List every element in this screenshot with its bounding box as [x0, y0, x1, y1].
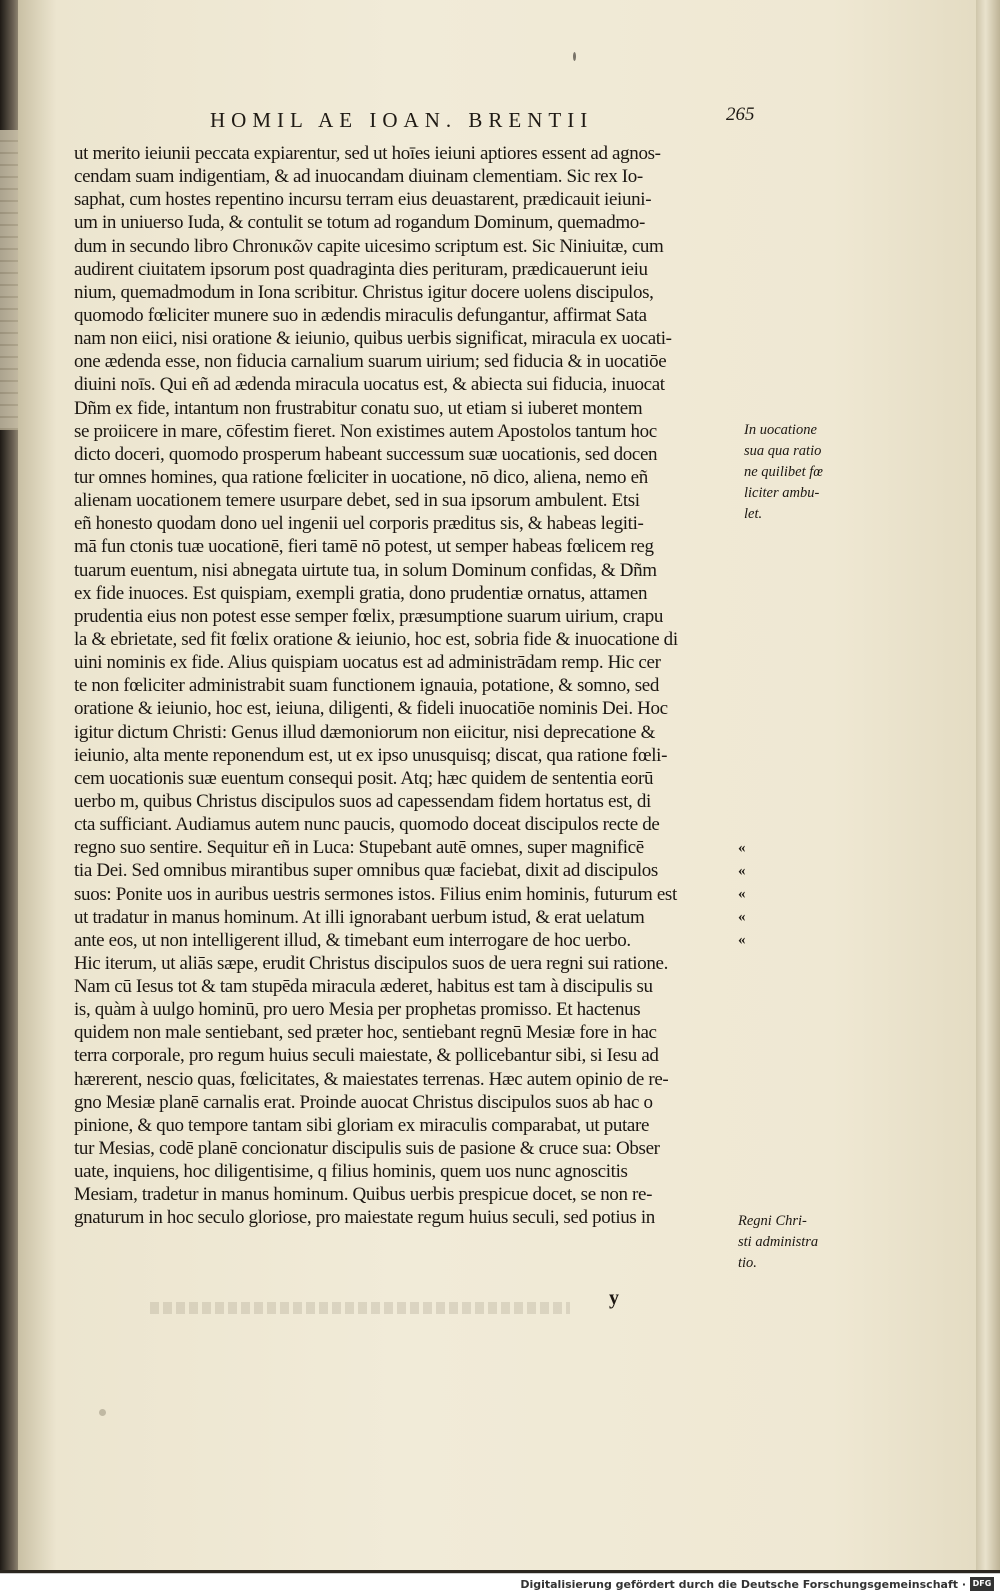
page-fore-edge	[976, 0, 1000, 1570]
text-line: ut tradatur in manus hominum. At illi ignorabant uerbum istud, & erat uelatum	[74, 906, 645, 928]
margin-note-line: ne quilibet fœ	[744, 464, 823, 480]
margin-note-line: liciter ambu-	[744, 485, 820, 501]
text-line: Hic iterum, ut aliās sæpe, erudit Christus discipulos suos de uera regni sui ratione.	[74, 952, 668, 974]
text-line: cendam suam indigentiam, & ad inuocandam diuinam clementiam. Sic rex Io-	[74, 166, 643, 188]
text-line: uerbo m, quibus Christus discipulos suos ad capessendam fidem hortatus est, di	[74, 790, 651, 812]
text-line: tuarum euentum, nisi abnegata uirtute tua, in solum Dominum confidas, & Dñm	[74, 559, 657, 581]
text-line: ante eos, ut non intelligerent illud, & timebant eum interrogare de hoc uerbo.	[74, 929, 631, 951]
text-line: one ædenda esse, non fiducia carnalium suarum uirium; sed fiducia & in uocatiōe	[74, 351, 667, 373]
margin-note-uocatione	[744, 420, 840, 525]
text-line: pinione, & quo tempore tantam sibi gloriam ex miraculis comparabat, ut putare	[74, 1114, 650, 1136]
text-line: Mesiam, tradetur in manus hominum. Quibus uerbis prespicue docet, se non re-	[74, 1184, 653, 1206]
quote-mark: «	[738, 885, 746, 902]
text-line: saphat, cum hostes repentino incursu terram eius deuastarent, prædicauit ieiuni-	[74, 189, 652, 211]
show-through-text	[150, 1302, 570, 1314]
margin-note-line: sua qua ratio	[744, 443, 822, 459]
page-header	[210, 104, 770, 138]
text-line: regno suo sentire. Sequitur eñ in Luca: Stupebant autē omnes, super magnificē	[74, 837, 644, 859]
text-line: eñ honesto quodam dono uel ingenii uel corporis præditus sis, & habeas legiti-	[74, 513, 644, 535]
text-line: Dñm ex fide, intantum non frustrabitur conatu suo, ut etiam si iuberet montem	[74, 397, 643, 419]
margin-note-line: Regni Chri-	[738, 1213, 807, 1229]
previous-page-edge	[0, 130, 18, 430]
text-line: nium, quemadmodum in Iona scribitur. Christus igitur docere uolens discipulos,	[74, 281, 654, 303]
text-line: audirent ciuitatem ipsorum post quadraginta dies perituram, prædicauerunt ieiu	[74, 258, 648, 280]
text-line: um in uniuerso Iuda, & contulit se totum ad rogandum Dominum, quemadmo-	[74, 212, 645, 234]
text-line: suos: Ponite uos in auribus uestris sermones istos. Filius enim hominis, futurum est	[74, 883, 677, 905]
quote-mark: «	[738, 839, 746, 856]
text-line: gnaturum in hoc seculo gloriose, pro maiestate regum huius seculi, sed potius in	[74, 1207, 655, 1229]
text-line: is, quàm à uulgo hominū, pro uero Mesia per prophetas promisso. Et hactenus	[74, 999, 641, 1021]
text-line: ex fide inuoces. Est quispiam, exempli gratia, dono prudentiæ ornatus, attamen	[74, 582, 648, 604]
text-line: tur omnes homines, qua ratione fœliciter in uocatione, nō dico, aliena, nemo eñ	[74, 466, 648, 488]
margin-note-line: In uocatione	[744, 422, 817, 438]
text-line: tia Dei. Sed omnibus mirantibus super omnibus quæ faciebat, dixit ad discipulos	[74, 860, 658, 882]
running-head: HOMIL AE IOAN. BRENTII	[210, 108, 594, 132]
text-line: hærerent, nescio quas, fœlicitates, & maiestates terrenas. Hæc autem opinio de re-	[74, 1068, 669, 1090]
text-line: se proiicere in mare, cōfestim fieret. Non existimes autem Apostolos tantum hoc	[74, 420, 657, 442]
text-line: cem uocationis suæ euentum consequi posit. Atq; hæc quidem de sententia eorū	[74, 767, 654, 789]
text-line: uate, inquiens, hoc diligentisime, q filius hominis, quem uos nunc agnoscitis	[74, 1161, 628, 1183]
quote-mark: «	[738, 932, 746, 949]
dfg-logo: DFG	[970, 1577, 994, 1591]
main-text-block	[74, 142, 744, 1230]
text-line: Nam cū Iesus tot & tam stupēda miracula æderet, habitus est tam à discipulis su	[74, 976, 653, 998]
text-line: ut merito ieiunii peccata expiarentur, sed ut hoīes ieiuni aptiores essent ad agnos-	[74, 143, 661, 164]
text-line: gno Mesiæ planē carnalis erat. Proinde auocat Christus discipulos suos ab hac o	[74, 1091, 653, 1113]
text-line: igitur dictum Christi: Genus illud dæmoniorum non eiicitur, nisi deprecatione &	[74, 721, 656, 743]
ink-spot	[99, 1409, 106, 1416]
text-line: la & ebrietate, sed fit fœlix oratione & ieiunio, hoc est, sobria fide & inuocatione di	[74, 628, 678, 650]
text-line: ieiunio, alta mente reponendum est, ut ex ipso unusquisq; discat, qua ratione fœli-	[74, 744, 668, 766]
catchword: y	[609, 1287, 619, 1309]
margin-note-line: let.	[744, 506, 763, 522]
text-line: quidem non male sentiebant, sed præter hoc, sentiebant regnū Mesiæ fore in hac	[74, 1022, 657, 1044]
text-line: tur Mesias, codē planē concionatur discipulis suis de pasione & cruce sua: Obser	[74, 1138, 660, 1160]
folio-number: 265	[726, 104, 755, 125]
quote-mark: «	[738, 908, 746, 925]
text-line: mā fun ctonis tuæ uocationē, fieri tamē nō potest, ut semper habeas fœlicem reg	[74, 536, 654, 558]
text-line: oratione & ieiunio, hoc est, ieiuna, diligenti, & fideli inuocatiōe nominis Dei. Hoc	[74, 698, 668, 720]
text-line: uini nominis ex fide. Alius quispiam uocatus est ad administrādam remp. Hic cer	[74, 652, 661, 674]
margin-note-line: sti administra	[738, 1234, 819, 1250]
margin-note-regni	[738, 1211, 834, 1274]
text-line: quomodo fœliciter munere suo in ædendis miraculis defungantur, affirmat Sata	[74, 304, 647, 326]
text-line: diuini noīs. Qui eñ ad ædenda miracula uocatus est, & abiecta sui fiducia, inuocat	[74, 374, 665, 396]
text-line: prudentia eius non potest esse semper fœlix, præsumptione suarum uirium, crapu	[74, 605, 664, 627]
quote-mark: «	[738, 862, 746, 879]
funding-credit: Digitalisierung gefördert durch die Deutsche Forschungsgemeinschaft ·	[520, 1578, 966, 1591]
footer-bar	[0, 1573, 1000, 1595]
margin-note-line: tio.	[738, 1255, 757, 1271]
text-line: nam non eiici, nisi oratione & ieiunio, quibus uerbis significat, miracula ex uocati-	[74, 328, 672, 350]
ink-spot	[573, 52, 576, 61]
text-line: alienam uocationem temere usurpare debet, sed in sua ipsorum ambulent. Etsi	[74, 490, 640, 512]
text-line: cta sufficiant. Audiamus autem nunc paucis, quomodo doceat discipulos recte de	[74, 814, 660, 836]
text-line: te non fœliciter administrabit suam functionem ignauia, potatione, & somno, sed	[74, 675, 659, 697]
text-line: dicto doceri, quomodo prosperum habeant successum suæ uocationis, sed docen	[74, 443, 658, 465]
text-line: terra corporale, pro regum huius seculi maiestate, & pollicebantur sibi, si Iesu ad	[74, 1045, 659, 1067]
text-line: dum in secundo libro Chronικῶν capite uicesimo scriptum est. Sic Niniuitæ, cum	[74, 235, 664, 257]
